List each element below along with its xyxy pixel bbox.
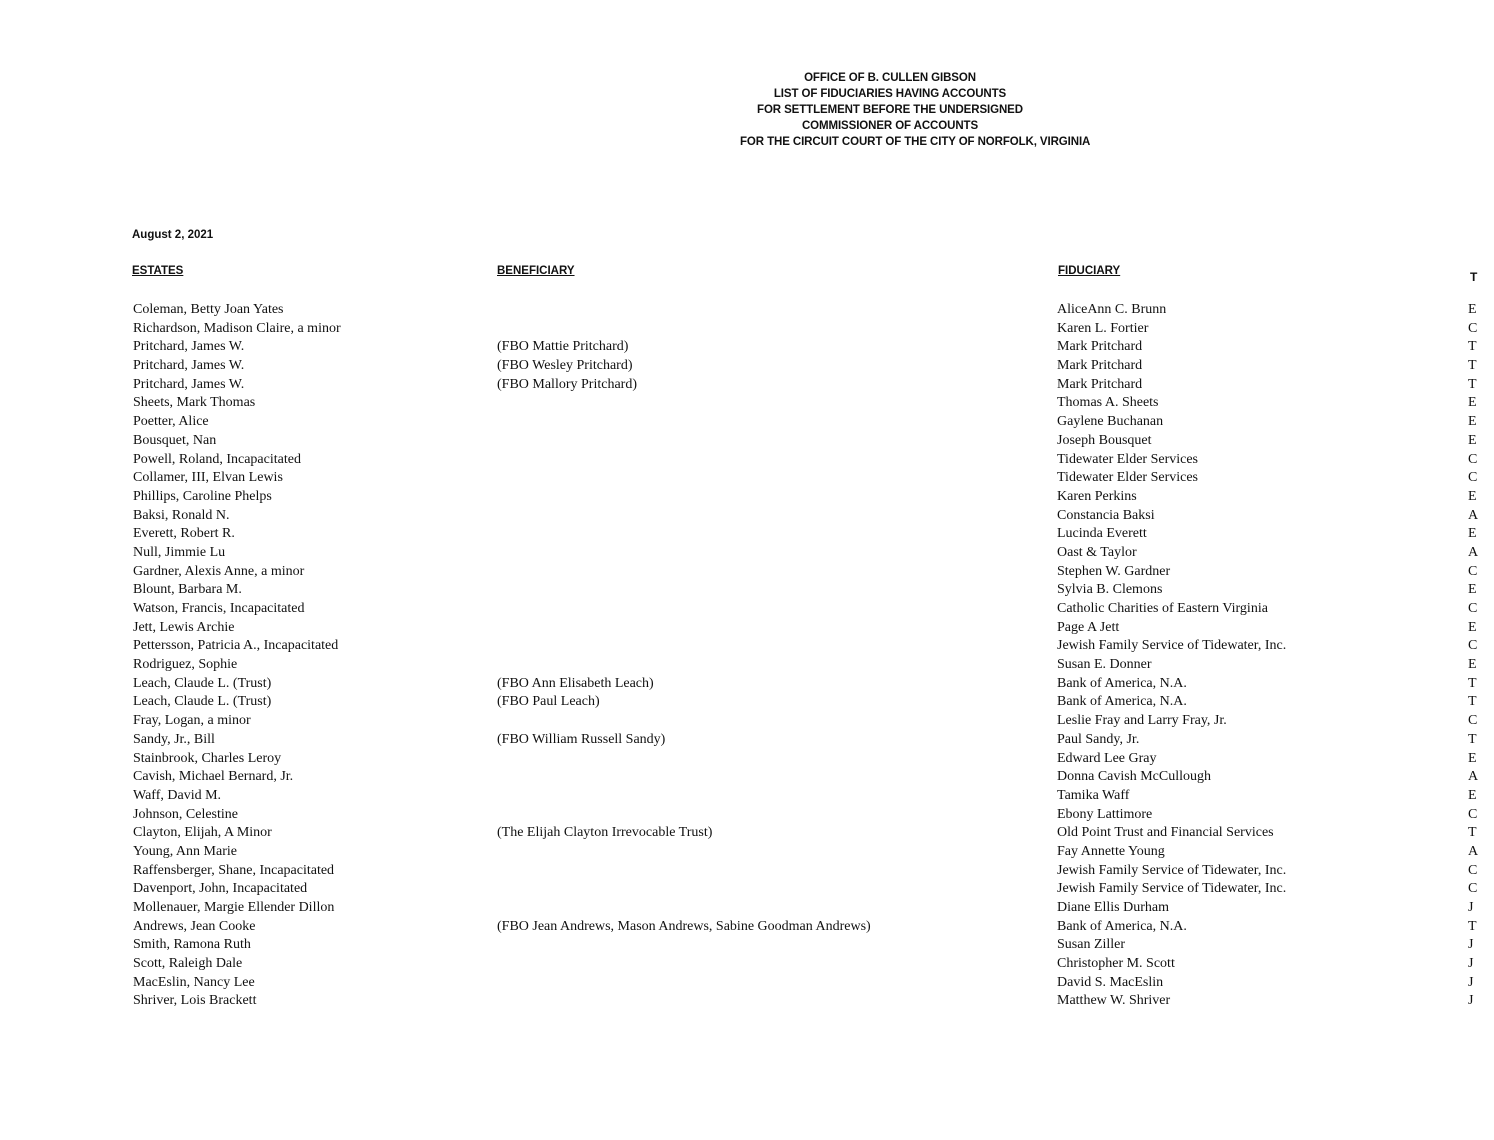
estate-entry: Sheets, Mark Thomas: [133, 395, 256, 411]
beneficiary-entry: [497, 488, 997, 507]
cut-off-entry: T: [1468, 675, 1477, 691]
estate-entry: Sandy, Jr., Bill: [133, 731, 215, 747]
fiduciary-entry: Tamika Waff: [1057, 787, 1130, 803]
fiduciary-entry: Joseph Bousquet: [1057, 432, 1152, 448]
document-header: [740, 70, 1091, 150]
beneficiary-entry: [497, 992, 997, 1011]
cut-off-entry: J: [1468, 974, 1474, 990]
fiduciary-entry: Fay Annette Young: [1057, 843, 1165, 859]
beneficiary-entry: [497, 507, 997, 526]
cut-off-entry: E: [1468, 488, 1477, 504]
cut-off-entry: C: [1468, 563, 1478, 579]
cut-off-entry: E: [1468, 302, 1477, 317]
fiduciary-entry: Constancia Baksi: [1057, 507, 1155, 523]
estate-entry: Powell, Roland, Incapacitated: [133, 451, 301, 467]
estate-entry: Baksi, Ronald N.: [133, 507, 230, 523]
fiduciary-entry: Old Point Trust and Financial Services: [1057, 825, 1274, 841]
beneficiary-entry: [497, 469, 997, 488]
estate-entry: Coleman, Betty Joan Yates: [133, 302, 284, 317]
fiduciary-entry: Susan Ziller: [1057, 937, 1126, 953]
estate-entry: Davenport, John, Incapacitated: [133, 881, 308, 897]
header-line: FOR THE CIRCUIT COURT OF THE CITY OF NORFOLK, VIRGINIA: [740, 136, 1091, 148]
estate-entry: Young, Ann Marie: [133, 843, 237, 859]
beneficiary-entry: [497, 712, 997, 731]
beneficiary-entry: [497, 525, 997, 544]
cut-off-entry: J: [1468, 937, 1474, 953]
cut-off-entry: E: [1468, 414, 1477, 430]
cut-off-entry: E: [1468, 582, 1477, 598]
beneficiary-entry: [497, 787, 997, 806]
estate-entry: Pettersson, Patricia A., Incapacitated: [133, 638, 339, 654]
estate-entry: Everett, Robert R.: [133, 526, 235, 542]
beneficiary-entry: [497, 432, 997, 451]
estate-entry: Johnson, Celestine: [133, 806, 238, 822]
estate-entry: Poetter, Alice: [133, 414, 209, 430]
cut-off-entry: C: [1468, 470, 1478, 486]
beneficiary-entry: (FBO Wesley Pritchard): [497, 358, 633, 374]
cut-off-entry: T: [1468, 918, 1477, 934]
fiduciary-entry: Diane Ellis Durham: [1057, 900, 1169, 915]
beneficiary-entry: (FBO Ann Elisabeth Leach): [497, 675, 654, 691]
estate-entry: Andrews, Jean Cooke: [133, 918, 256, 934]
beneficiary-entry: [497, 974, 997, 993]
cut-off-entry: T: [1468, 358, 1477, 374]
estate-entry: Leach, Claude L. (Trust): [133, 675, 272, 691]
cut-off-column: [1468, 301, 1494, 1011]
beneficiary-entry: [497, 581, 997, 600]
fiduciary-entry: Catholic Charities of Eastern Virginia: [1057, 601, 1268, 616]
cut-off-entry: E: [1468, 750, 1477, 766]
fiduciary-entry: Bank of America, N.A.: [1057, 694, 1187, 710]
beneficiary-entry: [497, 320, 997, 339]
fiduciary-entry: Stephen W. Gardner: [1057, 563, 1171, 579]
cut-off-entry: E: [1468, 787, 1477, 803]
cut-off-entry: E: [1468, 395, 1477, 411]
cut-off-entry: E: [1468, 619, 1477, 635]
fiduciary-entry: Mark Pritchard: [1057, 339, 1143, 355]
cut-off-entry: J: [1468, 900, 1474, 915]
fiduciary-entry: Bank of America, N.A.: [1057, 918, 1187, 934]
estate-entry: Fray, Logan, a minor: [133, 713, 251, 729]
cut-off-entry: T: [1468, 694, 1477, 710]
cut-off-entry: T: [1468, 825, 1477, 841]
estate-entry: Clayton, Elijah, A Minor: [133, 825, 272, 841]
estate-entry: Blount, Barbara M.: [133, 582, 242, 598]
cut-off-entry: E: [1468, 432, 1477, 448]
estate-entry: Scott, Raleigh Dale: [133, 956, 243, 972]
cut-off-entry: J: [1468, 956, 1474, 972]
cut-off-entry: E: [1468, 526, 1477, 542]
beneficiary-entry: [497, 843, 997, 862]
estate-entry: Mollenauer, Margie Ellender Dillon: [133, 900, 335, 915]
fiduciary-entry: Karen L. Fortier: [1057, 320, 1149, 336]
estates-list: [133, 301, 433, 1011]
beneficiary-entry: [497, 544, 997, 563]
header-line: OFFICE OF B. CULLEN GIBSON: [804, 72, 976, 84]
beneficiary-column-header: BENEFICIARY: [497, 265, 575, 277]
fiduciary-entry: Oast & Taylor: [1057, 544, 1137, 560]
fiduciary-entry: Edward Lee Gray: [1057, 750, 1157, 766]
beneficiary-entry: [497, 750, 997, 769]
beneficiary-entry: [497, 413, 997, 432]
estate-entry: Shriver, Lois Brackett: [133, 993, 257, 1009]
estate-entry: Null, Jimmie Lu: [133, 544, 226, 560]
fiduciary-entry: Mark Pritchard: [1057, 358, 1143, 374]
estate-entry: Pritchard, James W.: [133, 339, 245, 355]
fiduciary-entry: AliceAnn C. Brunn: [1057, 302, 1167, 317]
cut-off-entry: T: [1468, 339, 1477, 355]
cut-off-entry: C: [1468, 638, 1478, 654]
cut-off-entry: C: [1468, 713, 1478, 729]
beneficiary-entry: (FBO Mallory Pritchard): [497, 376, 637, 392]
header-line: FOR SETTLEMENT BEFORE THE UNDERSIGNED: [757, 104, 1023, 116]
cut-off-entry: J: [1468, 993, 1474, 1009]
fiduciary-entry: Mark Pritchard: [1057, 376, 1143, 392]
estate-entry: Raffensberger, Shane, Incapacitated: [133, 862, 335, 878]
header-line: COMMISSIONER OF ACCOUNTS: [801, 120, 979, 132]
document-date: August 2, 2021: [132, 229, 214, 241]
fiduciary-entry: Jewish Family Service of Tidewater, Inc.: [1057, 638, 1287, 654]
cut-off-entry: C: [1468, 806, 1478, 822]
cut-off-entry: C: [1468, 451, 1478, 467]
beneficiary-entry: [497, 600, 997, 619]
fiduciary-entry: Gaylene Buchanan: [1057, 414, 1164, 430]
estate-entry: Smith, Ramona Ruth: [133, 937, 251, 953]
estate-entry: Collamer, III, Elvan Lewis: [133, 470, 283, 486]
beneficiary-entry: [497, 394, 997, 413]
beneficiary-entry: [497, 862, 997, 881]
estate-entry: Gardner, Alexis Anne, a minor: [133, 563, 305, 579]
cut-off-entry: C: [1468, 320, 1478, 336]
estate-entry: Bousquet, Nan: [133, 432, 217, 448]
estate-entry: Jett, Lewis Archie: [133, 619, 235, 635]
beneficiary-entry: (The Elijah Clayton Irrevocable Trust): [497, 825, 713, 841]
estate-entry: Cavish, Michael Bernard, Jr.: [133, 769, 294, 785]
beneficiary-entry: [497, 301, 997, 320]
cut-off-entry: C: [1468, 862, 1478, 878]
beneficiary-entry: [497, 955, 997, 974]
estate-entry: Phillips, Caroline Phelps: [133, 488, 272, 504]
fiduciary-entry: David S. MacEslin: [1057, 974, 1164, 990]
estate-entry: Richardson, Madison Claire, a minor: [133, 320, 341, 336]
cut-off-entry: A: [1468, 843, 1479, 859]
beneficiary-entry: (FBO William Russell Sandy): [497, 731, 666, 747]
beneficiary-entry: [497, 451, 997, 470]
beneficiary-entry: [497, 619, 997, 638]
fiduciary-entry: Paul Sandy, Jr.: [1057, 731, 1140, 747]
fiduciary-entry: Tidewater Elder Services: [1057, 451, 1198, 467]
fiduciary-entry: Bank of America, N.A.: [1057, 675, 1187, 691]
beneficiary-entry: (FBO Mattie Pritchard): [497, 339, 629, 355]
estate-entry: Stainbrook, Charles Leroy: [133, 750, 282, 766]
beneficiary-entry: [497, 806, 997, 825]
beneficiary-entry: [497, 880, 997, 899]
beneficiary-entry: [497, 768, 997, 787]
fiduciary-entry: Page A Jett: [1057, 619, 1120, 635]
fiduciary-entry: Susan E. Donner: [1057, 657, 1152, 673]
fiduciary-entry: Jewish Family Service of Tidewater, Inc.: [1057, 862, 1287, 878]
beneficiary-entry: [497, 656, 997, 675]
fiduciary-entry: Ebony Lattimore: [1057, 806, 1153, 822]
fiduciary-entry: Donna Cavish McCullough: [1057, 769, 1211, 785]
beneficiary-entry: [497, 637, 997, 656]
estates-column-header: ESTATES: [132, 265, 184, 277]
beneficiary-list: [497, 301, 997, 1011]
estate-entry: Leach, Claude L. (Trust): [133, 694, 272, 710]
fiduciary-entry: Jewish Family Service of Tidewater, Inc.: [1057, 881, 1287, 897]
fiduciary-entry: Thomas A. Sheets: [1057, 395, 1159, 411]
estate-entry: Waff, David M.: [133, 787, 222, 803]
fiduciary-entry: Matthew W. Shriver: [1057, 993, 1171, 1009]
estate-entry: Pritchard, James W.: [133, 376, 245, 392]
beneficiary-entry: [497, 899, 997, 918]
cut-off-entry: A: [1468, 544, 1479, 560]
beneficiary-entry: [497, 563, 997, 582]
cut-off-entry: T: [1468, 376, 1477, 392]
fiduciary-entry: Leslie Fray and Larry Fray, Jr.: [1057, 713, 1227, 729]
cut-off-entry: E: [1468, 657, 1477, 673]
estate-entry: Pritchard, James W.: [133, 358, 245, 374]
estate-entry: Rodriguez, Sophie: [133, 657, 238, 673]
fiduciary-list: [1057, 301, 1457, 1011]
cut-off-column-header: T: [1470, 270, 1478, 284]
estate-entry: Watson, Francis, Incapacitated: [133, 601, 305, 616]
cut-off-entry: T: [1468, 731, 1477, 747]
header-line: LIST OF FIDUCIARIES HAVING ACCOUNTS: [773, 88, 1007, 100]
beneficiary-entry: (FBO Paul Leach): [497, 694, 600, 710]
cut-off-entry: A: [1468, 507, 1479, 523]
cut-off-entry: A: [1468, 769, 1479, 785]
fiduciary-column-header: FIDUCIARY: [1058, 265, 1121, 277]
cut-off-entry: C: [1468, 601, 1478, 616]
fiduciary-entry: Sylvia B. Clemons: [1057, 582, 1163, 598]
fiduciary-entry: Tidewater Elder Services: [1057, 470, 1198, 486]
beneficiary-entry: (FBO Jean Andrews, Mason Andrews, Sabine Goodman Andrews): [497, 918, 871, 934]
beneficiary-entry: [497, 936, 997, 955]
fiduciary-entry: Karen Perkins: [1057, 488, 1137, 504]
fiduciary-entry: Lucinda Everett: [1057, 526, 1147, 542]
estate-entry: MacEslin, Nancy Lee: [133, 974, 255, 990]
fiduciary-entry: Christopher M. Scott: [1057, 956, 1175, 972]
cut-off-entry: C: [1468, 881, 1478, 897]
